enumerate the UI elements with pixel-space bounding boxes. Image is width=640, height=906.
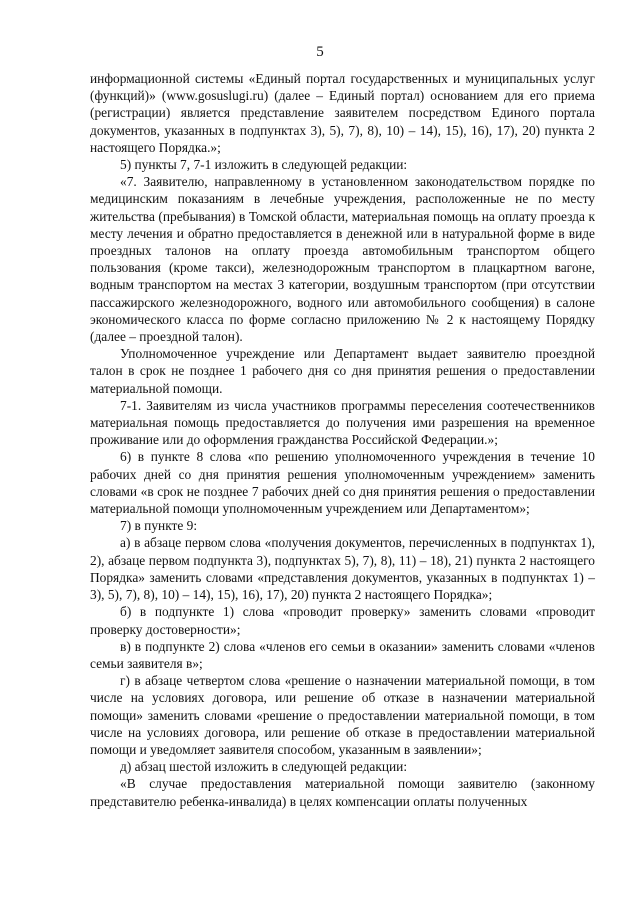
paragraph-13: «В случае предоставления материальной помощи заявителю (законному представителю ребенка-инвалида) в целях компенсации оплаты полученных: [90, 776, 595, 809]
page-number: 5: [316, 44, 324, 60]
paragraph-10: в) в подпункте 2) слова «членов его семьи в оказании» заменить словами «членов семьи заявителя в»;: [90, 638, 595, 671]
paragraph-7: 7) в пункте 9:: [120, 518, 198, 534]
paragraph-4: Уполномоченное учреждение или Департамент выдает заявителю проездной талон в срок не позднее 1 рабочего дня со дня принятия решения о предоставлении материальной помощи.: [90, 346, 595, 396]
paragraph-3: «7. Заявителю, направленному в установленном законодательством порядке по медицинским показаниям в лечебные учреждения, расположенные не по месту жительства (пребывания) в Томской области, материальная помощь на оплату проезда к месту лечения и обратно предоставляется в денежной или в натуральной форме в виде проездных талонов на оплату проезда автомобильным транспортом общего пользования (кроме такси), железнодорожным транспортом в плацкартном вагоне, водным транспортом на местах 3 категории, воздушным транспортом (при отсутствии пассажирского железнодорожного, водного или автомобильного сообщения) в салоне экономического класса по форме согласно приложению № 2 к настоящему Порядку (далее – проездной талон).: [90, 174, 595, 345]
paragraph-2: 5) пункты 7, 7-1 изложить в следующей редакции:: [120, 157, 408, 173]
paragraph-9: б) в подпункте 1) слова «проводит проверку» заменить словами «проводит проверку достоверности»;: [90, 604, 595, 637]
paragraph-5: 7-1. Заявителям из числа участников программы переселения соотечественников материальная помощь предоставляется до получения ими разрешения на временное проживание или до оформления гражданства Российской Федерации.»;: [90, 397, 595, 448]
paragraph-11: г) в абзаце четвертом слова «решение о назначении материальной помощи, в том числе на условиях договора, или решение об отказе в назначении материальной помощи» заменить словами «решение о предоставлении материальной помощи, в том числе на условиях договора, или решение об отказе в предоставлении материальной помощи и уведомляет заявителя способом, указанным в заявлении»;: [90, 673, 595, 757]
document-body: [90, 70, 595, 810]
paragraph-6: 6) в пункте 8 слова «по решению уполномоченного учреждения в течение 10 рабочих дней со дня принятия решения уполномоченным учреждением» заменить словами «в срок не позднее 7 рабочих дней со дня принятия решения о предоставлении материальной помощи уполномоченным учреждением или Департаментом»;: [90, 449, 595, 517]
paragraph-1: информационной системы «Единый портал государственных и муниципальных услуг (функций)» (www.gosuslugi.ru) (далее – Единый портал) основанием для его приема (регистрации) является представление заявителем посредством Единого портала документов, указанных в подпунктах 3), 5), 7), 8), 10) – 14), 15), 16), 17), 20) пункта 2 настоящего Порядка.»;: [90, 71, 595, 155]
paragraph-12: д) абзац шестой изложить в следующей редакции:: [120, 759, 408, 775]
paragraph-8: а) в абзаце первом слова «получения документов, перечисленных в подпунктах 1), 2), абзаце первом подпункта 3), подпунктах 5), 7), 8), 11) – 18), 21) пункта 2 настоящего Порядка» заменить словами «представления документов, указанных в подпунктах 1) – 3), 5), 7), 8), 10) – 14), 15), 16), 17), 20) пункта 2 настоящего Порядка»;: [90, 535, 595, 603]
